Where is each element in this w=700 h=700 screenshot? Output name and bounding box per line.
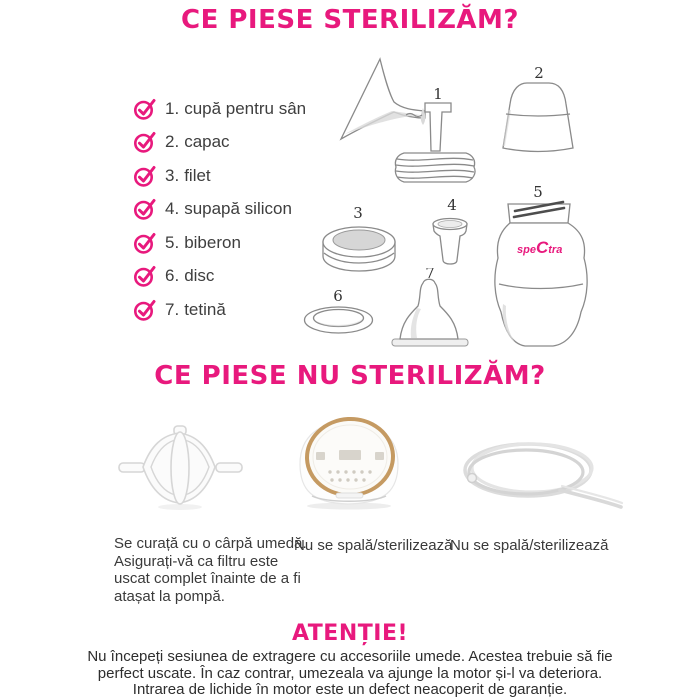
valve-illustration xyxy=(426,198,476,270)
part-number-5: 5 xyxy=(533,184,543,201)
checklist-label: 1. cupă pentru sân xyxy=(165,98,307,118)
part-number-2: 2 xyxy=(534,64,544,82)
backflow-caption: Se curață cu o cârpă umedă. Asigurați-vă ca filtru este uscat complet înainte de a fi atașat la pompă. xyxy=(114,535,307,605)
check-icon xyxy=(133,164,157,188)
part-number-6: 6 xyxy=(333,288,343,305)
checklist-item xyxy=(133,293,306,327)
part-number-1: 1 xyxy=(433,85,443,103)
checklist-item xyxy=(133,226,306,260)
cap-illustration xyxy=(495,62,580,162)
section2-title: CE PIESE NU STERILIZĂM? xyxy=(154,361,546,391)
disc-illustration xyxy=(296,288,386,338)
pump-motor-image xyxy=(292,412,407,517)
bottle-illustration xyxy=(489,184,594,352)
part-number-4: 4 xyxy=(447,198,457,214)
checklist-item xyxy=(133,159,306,193)
thread-ring-illustration xyxy=(318,204,403,276)
check-icon xyxy=(133,130,157,154)
checklist-label: 3. filet xyxy=(165,165,211,185)
part-number-7: 7 xyxy=(425,268,435,282)
sterilize-checklist xyxy=(133,92,306,327)
check-icon xyxy=(133,298,157,322)
tubing-image xyxy=(448,428,628,518)
checklist-item xyxy=(133,126,306,160)
bottle-logo: speCtra xyxy=(517,238,563,257)
checklist-item xyxy=(133,92,306,126)
check-icon xyxy=(133,264,157,288)
check-icon xyxy=(133,231,157,255)
tubing-caption: Nu se spală/sterilizează xyxy=(450,537,609,554)
checklist-label: 5. biberon xyxy=(165,232,241,252)
check-icon xyxy=(133,197,157,221)
checklist-label: 6. disc xyxy=(165,266,215,286)
checklist-label: 7. tetină xyxy=(165,299,226,319)
breast-shield-illustration xyxy=(330,55,480,185)
checklist-label: 2. capac xyxy=(165,132,230,152)
motor-caption: Nu se spală/sterilizează xyxy=(294,537,453,554)
checklist-label: 4. supapă silicon xyxy=(165,199,292,219)
checklist-item xyxy=(133,260,306,294)
warning-title: ATENȚIE! xyxy=(291,621,409,646)
section1-title: CE PIESE STERILIZĂM? xyxy=(180,5,519,35)
backflow-protector-image xyxy=(113,413,248,528)
checklist-item xyxy=(133,193,306,227)
teat-illustration xyxy=(384,268,474,350)
warning-text: Nu începeți sesiunea de extragere cu accesoriile umede. Acestea trebuie să fie perfect uscate. În caz contrar, umezeala va ajunge la motor și-l va deteriora. Intrarea de lichide în motor este un defect neacoperit de garanție. xyxy=(87,648,613,698)
check-icon xyxy=(133,97,157,121)
part-number-3: 3 xyxy=(353,204,363,222)
